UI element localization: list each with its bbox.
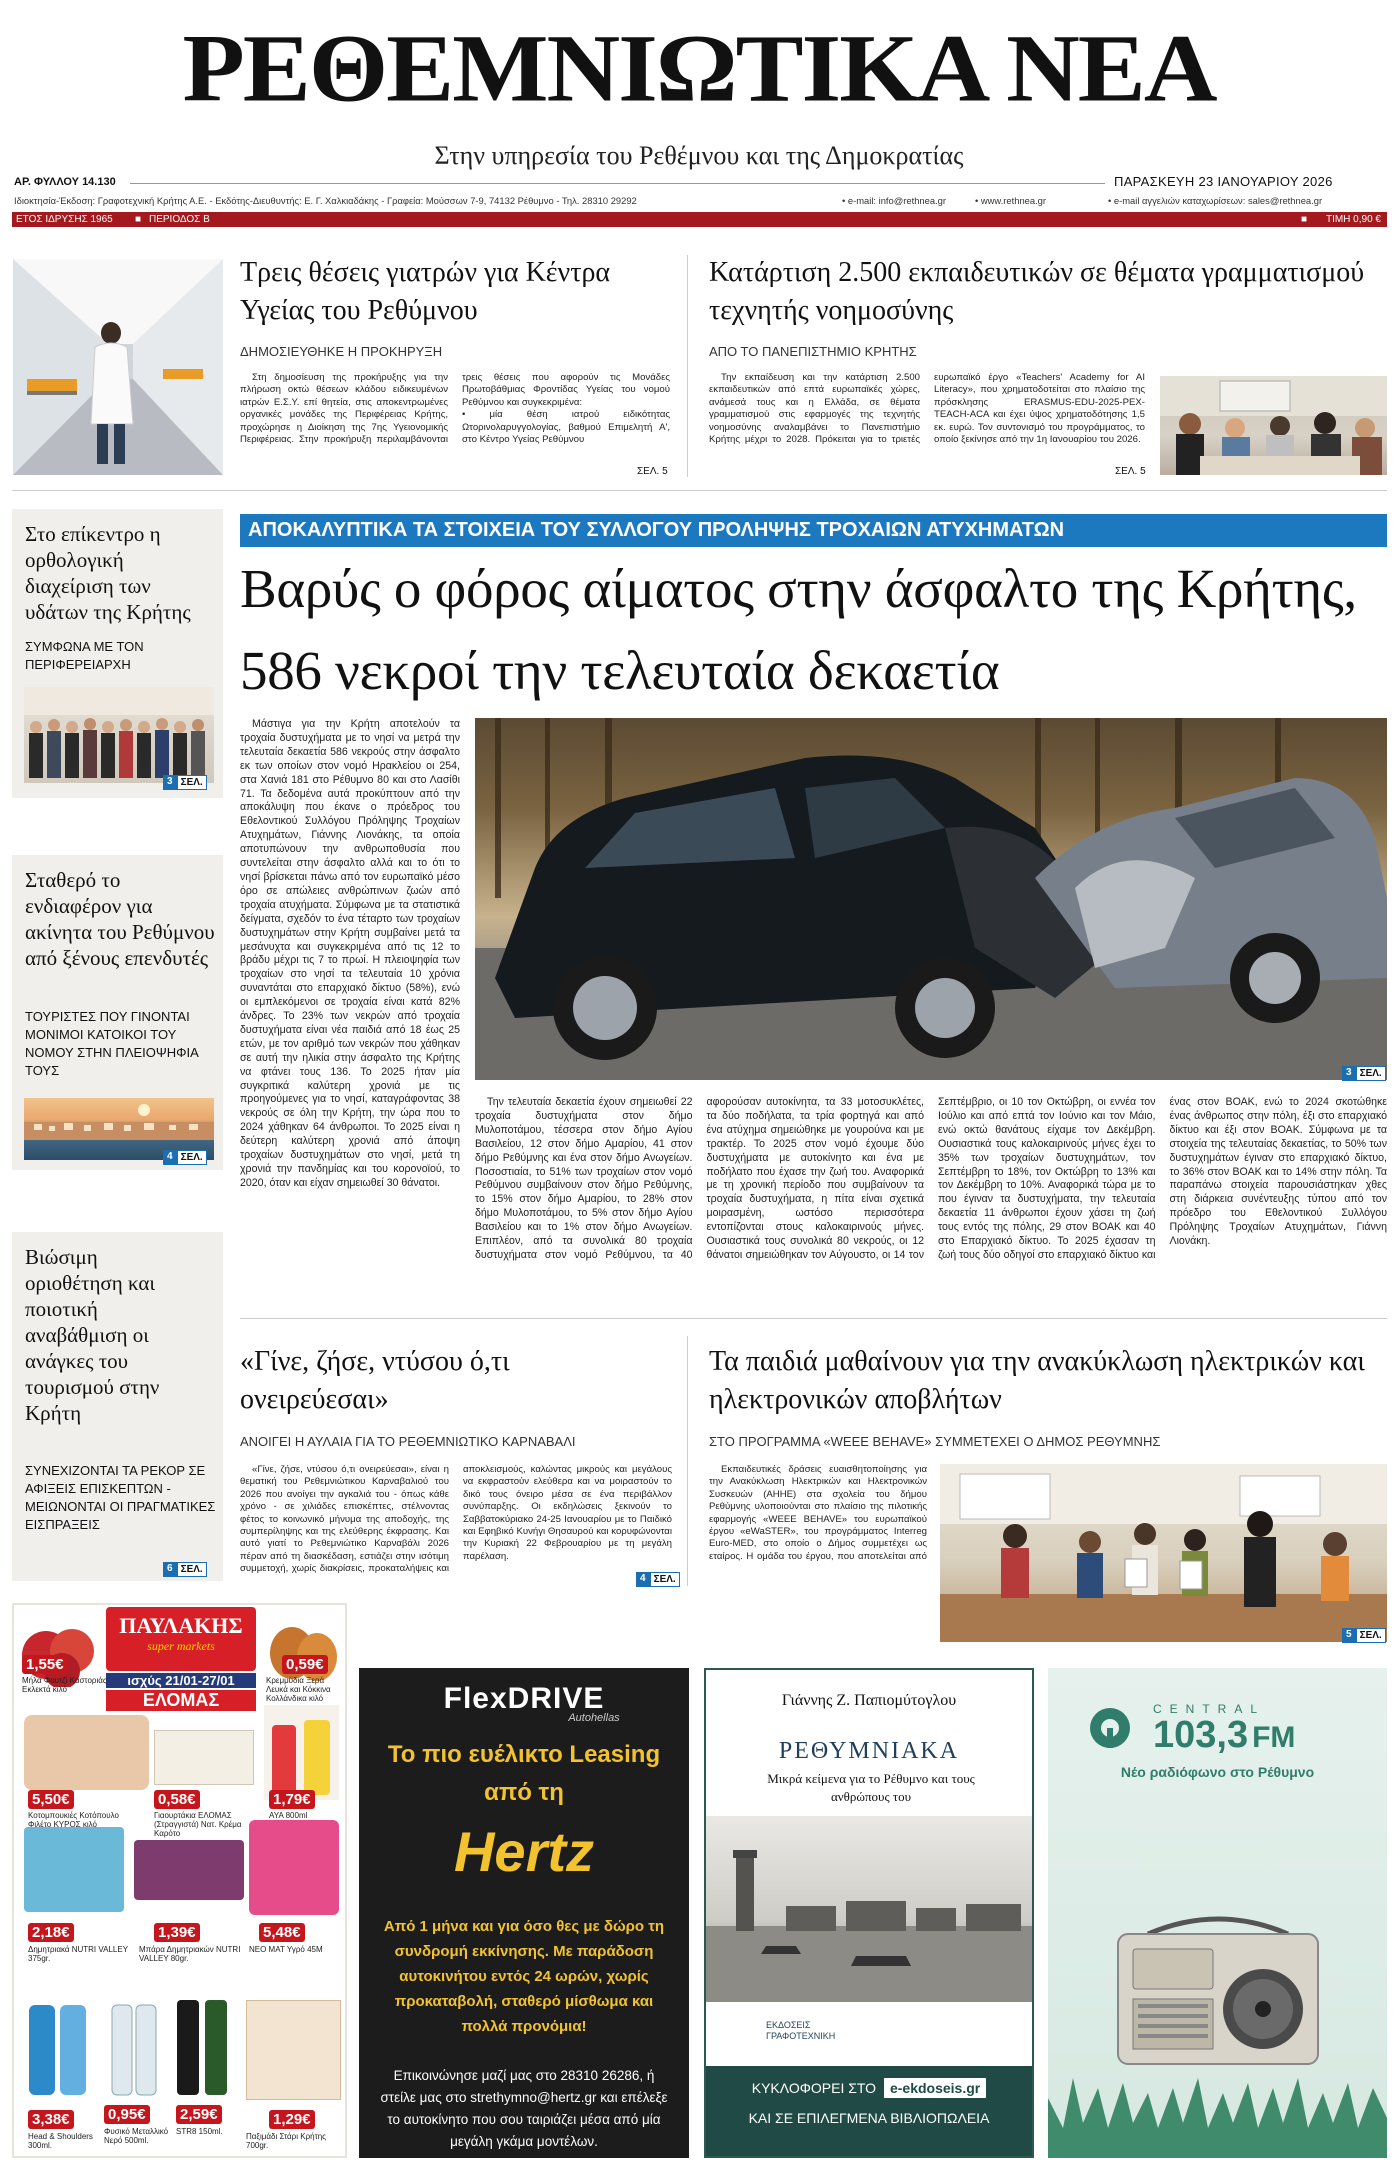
hertz-contact: Επικοινώνησε μαζί μας στο 28310 26286, ή στείλε μας στο strethymno@hertz.gr και επέλεξε το αυτοκίνητο που σου ταιριάζει μέσα από μία μεγάλη γκάμα μοντέλων. (380, 2068, 668, 2149)
price-aya: 1,79€ (269, 1790, 315, 1809)
top-left-headline[interactable]: Τρεις θέσεις γιατρών για Κέντρα Υγείας του Ρεθύμνου (240, 257, 611, 326)
price-label: ΤΙΜΗ 0,90 € (1325, 214, 1381, 225)
caption-shampoo: Head & Shoulders 300ml. (28, 2132, 93, 2150)
flexdrive-logo: FlexDRIVE Autohellas (443, 1682, 620, 1724)
top-right-kicker: ΑΠΟ ΤΟ ΠΑΝΕΠΙΣΤΗΜΙΟ ΚΡΗΤΗΣ (709, 344, 917, 359)
water-image (104, 1990, 164, 2100)
nutrivalley-cereal-image (24, 1827, 124, 1912)
caption-nuggets: Κοτομπουκιές Κοτόπουλο Φιλέτο ΚΥΡΟΣ κιλό (28, 1811, 119, 1829)
shampoo-image (24, 1995, 94, 2100)
pavlakis-brand: ΠΑΥΛΑΚΗΣ (119, 1613, 243, 1638)
caption-str8: STR8 150ml. (176, 2127, 223, 2136)
elomas-band: ΕΛΟΜΑΣ (106, 1690, 256, 1711)
chicken-nuggets-image (24, 1715, 149, 1790)
supermarket-ad[interactable] (12, 1603, 347, 2158)
caption-aya: AYA 800ml (269, 1811, 308, 1820)
yogurt-image (154, 1730, 254, 1785)
book-publisher: ΕΚΔΟΣΕΙΣ ΓΡΑΦΟΤΕΧΝΙΚΗ (766, 2020, 836, 2041)
lead-col1: Μάστιγα για την Κρήτη αποτελούν τα τροχαία δυστυχήματα με το νησί να μετρά την τελευταία δεκαετία 586 νεκρούς στην άσφαλτο εκ των οποίων στον νομό Ηρακλείου οι 254, στα Χανιά 181 στο Ρέθυμνο 80 και στο Λασίθι 71. Τα δεδομένα αυτά προκύπτουν από την αποκάλυψη που έκανε ο πρόεδρος του Εθελοντικού Συλλόγου Πρόληψης Τροχαίων Ατυχημάτων, Γιάννης Λιονάκης, τα οποία αποτυπώνουν την ανθρωποθυσία που συντελείται στην άσφαλτο αλλά και το ότι το νησί βρίσκεται πάνω από τον ευρωπαϊκό μέσο όρο σε απώλειες ανθρώπινων ζωών από τροχαία ατυχήματα. Σύμφωνα με τα στατιστικά δείγματα, σχεδόν το ένα τέταρτο των τροχαίων δυστυχημάτων στην Κρήτη συμβαίνει μετά τα μεσάνυχτα και συγκεκριμένα από τις 12 το βράδυ μέχρι τις 7 το πρωί. Η πλειοψηφία των τροχαίων στο νησί τα τελευταία 10 χρόνια συναντάται στο επαρχιακό δίκτυο (58%), ενώ οι εμπλεκόμενοι σε τροχαία είναι κατά 82% άνδρες. Το 23% των νεκρών από τροχαία δυστυχήματα είναι νέα παιδιά από 18 έως 25 ετών, με τον αριθμό των νεκρών που χάθηκαν σε αυτή την ηλικία στην άσφαλτο της Κρήτης να φτάνει τους 136. Το 2025 ήταν μία συγκριτικά καλύτερη χρονιά με τις προηγούμενες για το νησί, καταγράφοντας 38 νεκρούς σε όλη την Κρήτη, την ώρα που το 2024 χάθηκαν 64 άνθρωποι. Το 2025 είναι η δεύτερη καλύτερη χρονιά από άποψη τροχαίων δυστυχημάτων στο νησί, μετά τη χρονιά την πανδημίας και του κορονοϊού, το 2020, όταν και είχαν σημειωθεί 30 θάνατοι. (240, 718, 460, 1189)
top-left-kicker: ΔΗΜΟΣΙΕΥΘΗΚΕ Η ΠΡΟΚΗΡΥΞΗ (240, 344, 443, 359)
top-left-page-ref[interactable]: ΣΕΛ. 5 (637, 466, 668, 477)
sidebar-story-tourism[interactable] (12, 1232, 223, 1581)
price-str8: 2,59€ (176, 2105, 222, 2124)
regional-meeting-photo (24, 687, 214, 783)
caption-yogurt: Γιαουρτάκια ΕΛΟΜΑΣ (Στραγγιστά) Νατ. Κρέμα Καρότο (154, 1811, 242, 1838)
recycling-page-ref[interactable]: 5 ΣΕΛ. (1342, 1628, 1386, 1643)
masthead-subtitle: Στην υπηρεσία του Ρεθέμνου και της Δημοκρατίας (434, 141, 964, 170)
sidebar-story-water[interactable] (12, 509, 223, 798)
caption-rusks: Παξιμάδι Στάρι Κρήτης 700gr. (246, 2132, 327, 2150)
price-neomat: 5,48€ (259, 1923, 305, 1942)
rusks-image (246, 2000, 341, 2100)
recycling-kicker: ΣΤΟ ΠΡΟΓΡΑΜΜΑ «WEEE BEHAVE» ΣΥΜΜΕΤΕΧΕΙ Ο ΔΗΜΟΣ ΡΕΘΥΜΝΗΣ (709, 1434, 1161, 1449)
lead-col2: Την τελευταία δεκαετία έχουν σημειωθεί 22 τροχαία δυστυχήματα στον δήμο Μυλοποτάμου, τέσσερα στον δήμο Αγίου Βασιλείου, 12 στον δήμο Αμαρίου, 41 στον δήμο Ρεθύμνης και ένα στον δήμο Ανωγείων. Ποσοστιαία, το 51% των τροχαίων στον νομό Ρεθύμνου συμβαίνουν στον δήμο Ρεθύμνης, το 15% στον δήμο Αμαρίου, το 28% στον δήμο Μυλοποτάμου, το 5% στον δήμο Αγίου Βασιλείου και το 1% στον δήμο Ανωγείων. Επιπλέον, από τα συνολικά 80 τροχαία δυστυχήματα στον νομό Ρεθύμνου, τα 40 αφορούσαν αυτοκίνητα, τα 33 μοτοσυκλέτες, τα δύο ποδήλατα, τα τρία φορτηγά και από ένα ατύχημα σημειώθηκε με γουρούνα και με τρακτέρ. Το 2025 στον νομό έχουμε δύο δυστυχήματα με αυτοκίνητο και ένα με ποδήλατο που έχασε την ζωή του. Αναφορικά με τη χρονική περίοδο που συμβαίνουν τα τροχαία δυστυχήματα, η πίτα είναι σχετικά μοιρασμένη, ωστόσο περισσότερα εντοπίζονται στους καλοκαιρινούς μήνες. Ουσιαστικά τους συνολικά 80 νεκρούς, οι 12 θάνατοι σημειώθηκαν τον Αύγουστο, οι 14 τον Σεπτέμβριο, οι 10 τον Οκτώβρη, οι εννέα τον Ιούλιο και από επτά τον Ιούνιο και τον Μάιο, ενώ οκτώ θανάτους είχαμε τον Δεκέμβρη. Ουσιαστικά τους καλοκαιρινούς μήνες έχει το 35% των τροχαίων δυστυχημάτων, τον Σεπτέμβρη το 18%, τον Οκτώβρη το 13% και τον Δεκέμβρη το 10%. Αναφορικά τώρα με το που έγιναν τα δυστυχήματα, την τελευταία δεκαετία 11 άνθρωποι έχουν χάσει τη ζωή τους εντός της πόλης, 29 στον ΒΟΑΚ και 40 στο Επαρχιακό δίκτυο. Το 2025 έχασαν τη ζωή τους δύο οδηγοί στο επαρχιακό δίκτυο και ένας στον ΒΟΑΚ, ενώ το 2024 σκοτώθηκε ένας άνθρωπος στην πόλη, έξι στο επαρχιακό δίκτυο και έξι στον ΒΟΑΚ. Σύμφωνα με τα στοιχεία της τελευταίας δεκαετίας, το 50% των δυστυχημάτων έγιναν στο επαρχιακό δίκτυο, το 36% στον ΒΟΑΚ και το 14% στην πόλη. Τα παραπάνω στοιχεία παρουσιάστηκαν χθες στη διάρκεια συνέντευξης τύπου από τον πρόεδρο του Εθελοντικού Συλλόγου Πρόληψης Τροχαίων Ατυχημάτων, Γιάννη Λιονάκη. (475, 1096, 1387, 1261)
grass-image (1048, 2068, 1387, 2158)
radio-logo-icon (1088, 1706, 1132, 1750)
publisher-line: Ιδιοκτησία-Έκδοση: Γραφοτεχνική Κρήτης Α.Ε. - Εκδότης-Διευθυντής: Ε. Γ. Χαλκιαδάκης - Γραφεία: Μούσσων 7-9, 74132 Ρέθυμνο - Τηλ. 28310 29292 (14, 195, 637, 206)
radio-ad[interactable] (1048, 1668, 1387, 2158)
lead-headline[interactable]: Βαρύς ο φόρος αίματος στην άσφαλτο της Κρήτης, 586 νεκροί την τελευταία δεκαετία (240, 558, 1357, 701)
validity-band: ισχύς 21/01-27/01 (106, 1673, 256, 1688)
harbour-photo (706, 1816, 1032, 2002)
sidebar-water-page-ref[interactable]: 3 ΣΕΛ. (163, 775, 207, 790)
carnival-kicker: ΑΝΟΙΓΕΙ Η ΑΥΛΑΙΑ ΓΙΑ ΤΟ ΡΕΘΕΜΝΙΩΤΙΚΟ ΚΑΡΝΑΒΑΛΙ (240, 1434, 576, 1449)
sales-email[interactable]: • e-mail αγγελιών καταχωρίσεων: sales@rethnea.gr (1108, 195, 1323, 206)
price-shampoo: 3,38€ (28, 2110, 74, 2129)
top-right-body: Την εκπαίδευση και την κατάρτιση 2.500 εκπαιδευτικών από επτά ευρωπαϊκές χώρες, ανάμεσά τους και η Ελλάδα, σε θέματα γραμματισμού στις εφαρμογές της τεχνητής νοημοσύνης αναλαμβάνει το Πανεπιστήμιο Κρήτης μέχρι το 2028. Πρόκειται για το τριετές ευρωπαϊκό έργο «Teachers' Academy for AI Literacy», που χρηματοδοτείται στο πλαίσιο της πρόσκλησης ERASMUS-EDU-2025-PEX-TEACH-ACA και έχει ύψος χρηματοδότησης 1,5 εκ. ευρώ. Τον συντονισμό του προγράμματος, το οποίο ξεκίνησε από την 1η Ιανουαρίου του 2026. (709, 372, 1145, 446)
sidebar-realestate-kicker: ΤΟΥΡΙΣΤΕΣ ΠΟΥ ΓΙΝΟΝΤΑΙ ΜΟΝΙΜΟΙ ΚΑΤΟΙΚΟΙ ΤΟΥ ΝΟΜΟΥ ΣΤΗΝ ΠΛΕΙΟΨΗΦΙΑ ΤΟΥΣ (25, 1009, 199, 1078)
sidebar-story-realestate[interactable] (12, 855, 223, 1170)
school-children-photo (940, 1464, 1387, 1642)
price-onions: 0,59€ (282, 1655, 328, 1674)
classroom-teachers-photo (1160, 376, 1387, 475)
sidebar-tourism-kicker: ΣΥΝΕΧΙΖΟΝΤΑΙ ΤΑ ΡΕΚΟΡ ΣΕ ΑΦΙΞΕΙΣ ΕΠΙΣΚΕΠΤΩΝ - ΜΕΙΩΝΟΝΤΑΙ ΟΙ ΠΡΑΓΜΑΤΙΚΕΣ ΕΙΣΠΡΑΞΕΙΣ (25, 1463, 216, 1532)
car-crash-photo (475, 718, 1387, 1080)
period-label: ΠΕΡΙΟΔΟΣ Β (149, 214, 210, 225)
aya-image (264, 1705, 339, 1800)
price-bars: 1,39€ (154, 1923, 200, 1942)
carnival-body: «Γίνε, ζήσε, ντύσου ό,τι ονειρεύεσαι», είναι η θεματική του Ρεθεμνιώτικου Καρναβαλιού του 2026 που ανοίγει την αγκαλιά του - όπως κάθε χρόνο - σε χιλιάδες επισκέπτες, στέλνοντας φέτος το κοινωνικό μήνυμα της αποδοχής, της συμπερίληψης και της ελεύθερης έκφρασης. Και αυτό γιατί το Ρεθεμνιώτικο Καρναβάλι 2026 πέραν από τη διασκέδαση, εστιάζει στην ισότιμη συμμετοχή, χωρίς διακρίσεις, προκαταλήψεις και αποκλεισμούς, καλώντας μικρούς και μεγάλους να εκφραστούν ελεύθερα και να μοιραστούν το δικό τους όνειρο μέσα σε ένα περιβάλλον συνύπαρξης. Οι εκδηλώσεις ξεκινούν το Σαββατοκύριακο 24-25 Ιανουαρίου με το Παιδικό και Εφηβικό Κυνήγι Θησαυρού και κορυφώνονται την Κυριακή 22 Φεβρουαρίου με τη μεγάλη παρέλαση. (240, 1464, 672, 1575)
issue-date: ΠΑΡΑΣΚΕΥΗ 23 ΙΑΝΟΥΑΡΙΟΥ 2026 (1114, 174, 1333, 189)
caption-cereal: Δημητριακά NUTRI VALLEY 375gr. (28, 1945, 128, 1963)
masthead-red-bar: ΕΤΟΣ ΙΔΡΥΣΗΣ 1965 ■ ΠΕΡΙΟΔΟΣ Β ■ ΤΙΜΗ 0,90 € (12, 212, 1387, 227)
price-water: 0,95€ (104, 2105, 150, 2124)
book-footer: ΚΥΚΛΟΦΟΡΕΙ ΣΤΟ e-ekdoseis.gr ΚΑΙ ΣΕ ΕΠΙΛΕΓΜΕΝΑ ΒΙΒΛΙΟΠΩΛΕΙΑ (706, 2066, 1032, 2156)
masthead-title: ΡΕΘΕΜΝΙΩΤΙΚΑ ΝΕΑ (182, 14, 1216, 123)
website-link[interactable]: • www.rethnea.gr (975, 195, 1047, 206)
price-yogurt: 0,58€ (154, 1790, 200, 1809)
e-ekdoseis-logo[interactable]: e-ekdoseis.gr (884, 2078, 986, 2098)
radio-frequency: 103,3 FM (1153, 1714, 1296, 1756)
caption-apples: Μήλα Φουτζί Καστοριάς Εκλεκτά κιλό (22, 1676, 107, 1694)
book-title: ΡΕΘΥΜΝΙΑΚΑ (778, 1738, 960, 1764)
top-right-headline[interactable]: Κατάρτιση 2.500 εκπαιδευτικών σε θέματα γραμματισμού τεχνητής νοημοσύνης (709, 257, 1365, 326)
sidebar-water-kicker: ΣΥΜΦΩΝΑ ΜΕ ΤΟΝ ΠΕΡΙΦΕΡΕΙΑΡΧΗ (25, 639, 144, 672)
carnival-headline[interactable]: «Γίνε, ζήσε, ντύσου ό,τι ονειρεύεσαι» (240, 1346, 510, 1415)
retro-radio-image (1108, 1904, 1328, 2074)
price-rusks: 1,29€ (269, 2110, 315, 2129)
neomat-image (249, 1820, 339, 1915)
price-apples: 1,55€ (22, 1655, 68, 1674)
hertz-logo: Hertz (453, 1820, 595, 1883)
sidebar-tourism-headline: Βιώσιμη οριοθέτηση και ποιοτική αναβάθμιση οι ανάγκες του τουρισμού στην Κρήτη (25, 1245, 160, 1425)
caption-neomat: NEO MAT Υγρό 45Μ (249, 1945, 323, 1954)
price-nuggets: 5,50€ (28, 1790, 74, 1809)
sidebar-tourism-page-ref[interactable]: 6 ΣΕΛ. (163, 1562, 207, 1577)
recycling-headline[interactable]: Τα παιδιά μαθαίνουν για την ανακύκλωση ηλεκτρικών και ηλεκτρονικών αποβλήτων (709, 1346, 1365, 1415)
top-left-body: Στη δημοσίευση της προκήρυξης για την πλήρωση οκτώ θέσεων κλάδου ειδικευμένων ιατρών Ε.Σ.Υ. επί θητεία, στις αποκεντρωμένες οργανικές μονάδες της Περιφέρειας Κρήτης, προχώρησε η Διοίκηση της 7ης Υγειονομικής Περιφέρειας. Στην προκήρυξη περιλαμβάνονται τρεις θέσεις που αφορούν τις Μονάδες Πρωτοβάθμιας Φροντίδας Υγείας του νομού Ρεθύμνου και συγκεκριμένα: • μία θέση ιατρού ειδικότητας Ωτορινολαρυγγολογίας, βαθμού Επιμελητή Α', στο Κέντρο Υγείας Ρεθύμνου (240, 372, 670, 446)
hertz-body: Από 1 μήνα και για όσο θες με δώρο τη συνδρομή εκκίνησης. Με παράδοση αυτοκινήτου εντός 24 ωρών, χωρίς προκαταβολή, σταθερό μίσθωμα και πολλά προνόμια! (383, 1918, 665, 2035)
caption-onions: Κρεμμύδια Ξερά Λευκά και Κόκκινα Κολλάνδικα κιλό (266, 1676, 331, 1703)
hertz-slogan: Το πιο ευέλικτο Leasing από τη (387, 1741, 661, 1806)
pavlakis-sub: super markets (147, 1639, 215, 1653)
book-ad[interactable] (704, 1668, 1034, 2158)
issue-number: ΑΡ. ΦΥΛΛΟΥ 14.130 (14, 176, 116, 188)
caption-bars: Μπάρα Δημητριακών NUTRI VALLEY 80gr. (139, 1945, 241, 1963)
founded-year: ΕΤΟΣ ΙΔΡΥΣΗΣ 1965 (16, 214, 113, 225)
sidebar-water-headline: Στο επίκεντρο η ορθολογική διαχείριση των υδάτων της Κρήτης (25, 522, 191, 624)
caption-water: Φυσικό Μεταλλικό Νερό 500ml. (104, 2127, 169, 2145)
book-author: Γιάννης Ζ. Παπιομύτογλου (781, 1692, 957, 1709)
hertz-ad[interactable] (359, 1668, 689, 2158)
contact-email[interactable]: • e-mail: info@rethnea.gr (842, 195, 946, 206)
sidebar-realestate-headline: Σταθερό το ενδιαφέρον για ακίνητα του Ρεθύμνου από ξένους επενδυτές (25, 868, 215, 970)
radio-central-label: CENTRAL (1153, 1702, 1266, 1716)
hospital-corridor-photo (13, 259, 223, 475)
lead-banner: ΑΠΟΚΑΛΥΠΤΙΚΑ ΤΑ ΣΤΟΙΧΕΙΑ ΤΟΥ ΣΥΛΛΟΓΟΥ ΠΡΟΛΗΨΗΣ ΤΡΟΧΑΙΩΝ ΑΤΥΧΗΜΑΤΩΝ (240, 514, 1387, 547)
recycling-body: Εκπαιδευτικές δράσεις ευαισθητοποίησης για την Ανακύκλωση Ηλεκτρικών και Ηλεκτρονικών Συσκευών (ΑΗΗΕ) στα σχολεία του δήμου Ρεθύμνης υλοποιούνται στο πλαίσιο της πιλοτικής εφαρμογής «WEEE BEHAVE» του ευρωπαϊκού έργου «eWaSTER», του προγράμματος Interreg Euro-MED, στο οποίο ο Δήμος συμμετέχει ως εταίρος. Η ομάδα του έργου, που αποτελείται από (709, 1464, 927, 1562)
price-cereal: 2,18€ (28, 1923, 74, 1942)
book-subtitle: Μικρά κείμενα για το Ρέθυμνο και τους ανθρώπους του (767, 1771, 975, 1804)
str8-image (169, 1995, 239, 2100)
sidebar-realestate-page-ref[interactable]: 4 ΣΕΛ. (163, 1150, 207, 1165)
carnival-page-ref[interactable]: 4 ΣΕΛ. (636, 1572, 680, 1587)
lead-photo-page-ref[interactable]: 3 ΣΕΛ. (1342, 1066, 1386, 1081)
radio-tagline: Νέο ραδιόφωνο στο Ρέθυμνο (1120, 1764, 1315, 1780)
top-right-page-ref[interactable]: ΣΕΛ. 5 (1112, 466, 1146, 477)
nutrivalley-bars-image (134, 1840, 244, 1900)
